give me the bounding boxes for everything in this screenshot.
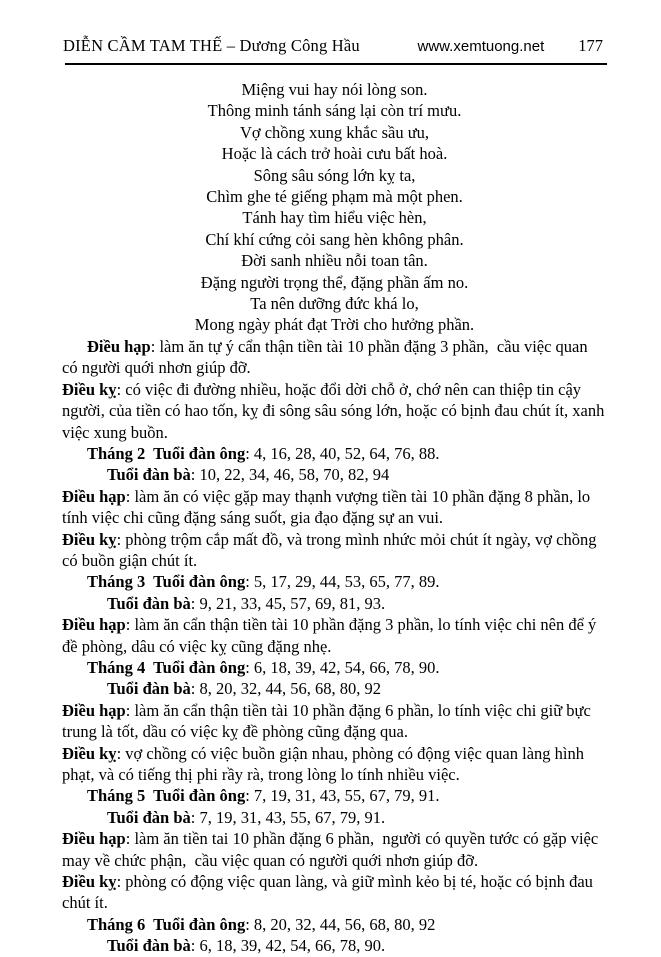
paragraph-text: : có việc đi đường nhiều, hoặc đổi dời chỗ ở, chớ nên can thiệp tin cậy người, của tiền có hao tốn, kỵ đi sông sâu sóng lớn, hoặc có bịnh đau chút ít, xanh việc xung buồn. [62, 379, 609, 442]
page-content [62, 79, 607, 957]
poem-line: Miệng vui hay nói lòng son. [241, 80, 428, 99]
paragraph-text: : phòng có động việc quan làng, và giữ mình kẻo bị té, hoặc có bịnh đau chút ít. [62, 872, 598, 913]
poem-line: Vợ chồng xung khắc sầu ưu, [239, 122, 430, 142]
poem-line: Chìm ghe té giếng phạm mà một phen. [206, 187, 463, 207]
paragraph-text: : 7, 19, 31, 43, 55, 67, 79, 91. [245, 786, 440, 806]
website-text: www.xemtuong.net [417, 38, 545, 55]
paragraph-label: Tuổi đàn bà [107, 936, 191, 956]
paragraph [62, 529, 607, 572]
paragraph [62, 743, 607, 786]
page-header [63, 36, 603, 56]
paragraph-text: : 8, 20, 32, 44, 56, 68, 80, 92 [190, 679, 381, 699]
paragraph-text: : làm ăn có việc gặp may thạnh vượng tiền tài 10 phần đặng 8 phần, lo tính việc chi cũng đặng sáng suốt, gia đạo đặng sự an vui. [62, 486, 595, 528]
paragraph-text: : vợ chồng có việc buồn giận nhau, phòng có động việc quan làng hình phạt, và có tiếng thị phi rầy rà, trong lòng lo tính nhiều việc. [62, 743, 589, 784]
paragraph [62, 935, 607, 956]
poem-line: Thông minh tánh sáng lại còn trí mưu. [207, 101, 462, 121]
paragraph-text: : 8, 20, 32, 44, 56, 68, 80, 92 [245, 914, 436, 934]
paragraph-text: : làm ăn cẩn thận tiền tài 10 phần đặng 3 phần, lo tính việc chi nên để ý đề phòng, dâu có việc kỵ cũng đặng nhẹ. [62, 615, 601, 656]
paragraph-label: Điều hạp [87, 336, 151, 356]
body-blocks [62, 336, 607, 957]
paragraph-text: : 4, 16, 28, 40, 52, 64, 76, 88. [245, 443, 440, 463]
paragraph-label: Tháng 5 Tuổi đàn ông [87, 786, 246, 806]
paragraph-label: Tháng 2 Tuổi đàn ông [87, 443, 246, 463]
paragraph [62, 379, 607, 443]
poem-line: Đời sanh nhiều nỗi toan tân. [241, 251, 428, 271]
paragraph-text: : phòng trộm cắp mất đồ, và trong mình nhức mỏi chút ít ngày, vợ chồng có buồn giận chút ít. [62, 529, 601, 570]
paragraph-text: : 5, 17, 29, 44, 53, 65, 77, 89. [245, 572, 440, 592]
paragraph-text: : 6, 18, 39, 42, 54, 66, 78, 90. [190, 936, 386, 956]
paragraph-label: Điều hạp [62, 615, 126, 635]
paragraph [62, 807, 607, 828]
paragraph [62, 443, 607, 464]
paragraph-label: Điều hạp [62, 829, 126, 849]
paragraph [62, 657, 607, 678]
header-divider [65, 63, 607, 65]
paragraph-text: : 10, 22, 34, 46, 58, 70, 82, 94 [190, 465, 390, 485]
paragraph-label: Điều hạp [62, 700, 126, 720]
paragraph-label: Tuổi đàn bà [107, 465, 191, 485]
paragraph-label: Tuổi đàn bà [107, 679, 191, 699]
paragraph [62, 700, 607, 743]
paragraph-label: Điều kỵ [62, 743, 117, 763]
paragraph [62, 614, 607, 657]
paragraph-text: : 7, 19, 31, 43, 55, 67, 79, 91. [190, 807, 386, 827]
paragraph [62, 914, 607, 935]
paragraph [62, 464, 607, 485]
paragraph-label: Tháng 3 Tuổi đàn ông [87, 572, 246, 592]
paragraph-label: Điều hạp [62, 486, 126, 506]
book-title: DIỄN CẦM TAM THẾ – Dương Công Hầu [63, 36, 360, 55]
page-number: 177 [578, 36, 603, 55]
paragraph-label: Điều kỵ [62, 872, 117, 892]
paragraph-text: : làm ăn cẩn thận tiền tài 10 phần đặng 6 phần, lo tính việc chi giữ bực trung là tốt, dầu có việc kỵ đề phòng cũng đặng qua. [62, 700, 595, 742]
poem-line: Đặng người trọng thể, đặng phần ấm no. [200, 272, 469, 292]
poem-line: Tánh hay tìm hiểu việc hèn, [242, 208, 427, 228]
paragraph-label: Tháng 6 Tuổi đàn ông [87, 914, 246, 934]
paragraph-label: Tuổi đàn bà [107, 593, 191, 613]
paragraph-text: : làm ăn tự ý cẩn thận tiền tài 10 phần đặng 3 phần, cầu việc quan có người quới nhơn giúp đỡ. [62, 336, 592, 378]
paragraph [62, 593, 607, 614]
poem-line: Mong ngày phát đạt Trời cho hưởng phần. [194, 315, 475, 335]
header-right [418, 36, 603, 56]
paragraph-text: : 9, 21, 33, 45, 57, 69, 81, 93. [190, 593, 386, 613]
poem-line: Sông sâu sóng lớn kỵ ta, [253, 165, 416, 185]
poem [62, 79, 607, 336]
paragraph [62, 571, 607, 592]
paragraph-text: : 6, 18, 39, 42, 54, 66, 78, 90. [245, 657, 440, 677]
paragraph [62, 828, 607, 871]
paragraph [62, 336, 607, 379]
paragraph-label: Điều kỵ [62, 529, 117, 549]
paragraph [62, 871, 607, 914]
paragraph-text: : làm ăn tiền tai 10 phần đặng 6 phần, người có quyền tước có gặp việc may về chức phận, cầu việc quan có người quới nhơn giúp đỡ. [62, 829, 603, 870]
paragraph-label: Tháng 4 Tuổi đàn ông [87, 657, 246, 677]
poem-line: Chí khí cứng cỏi sang hèn không phân. [205, 229, 464, 249]
paragraph [62, 678, 607, 699]
poem-line: Hoặc là cách trở hoài cưu bất hoà. [221, 144, 448, 164]
poem-line: Ta nên dưỡng đức khá lo, [250, 294, 419, 314]
paragraph-label: Tuổi đàn bà [107, 807, 191, 827]
paragraph [62, 486, 607, 529]
paragraph-label: Điều kỵ [62, 379, 117, 399]
paragraph [62, 785, 607, 806]
